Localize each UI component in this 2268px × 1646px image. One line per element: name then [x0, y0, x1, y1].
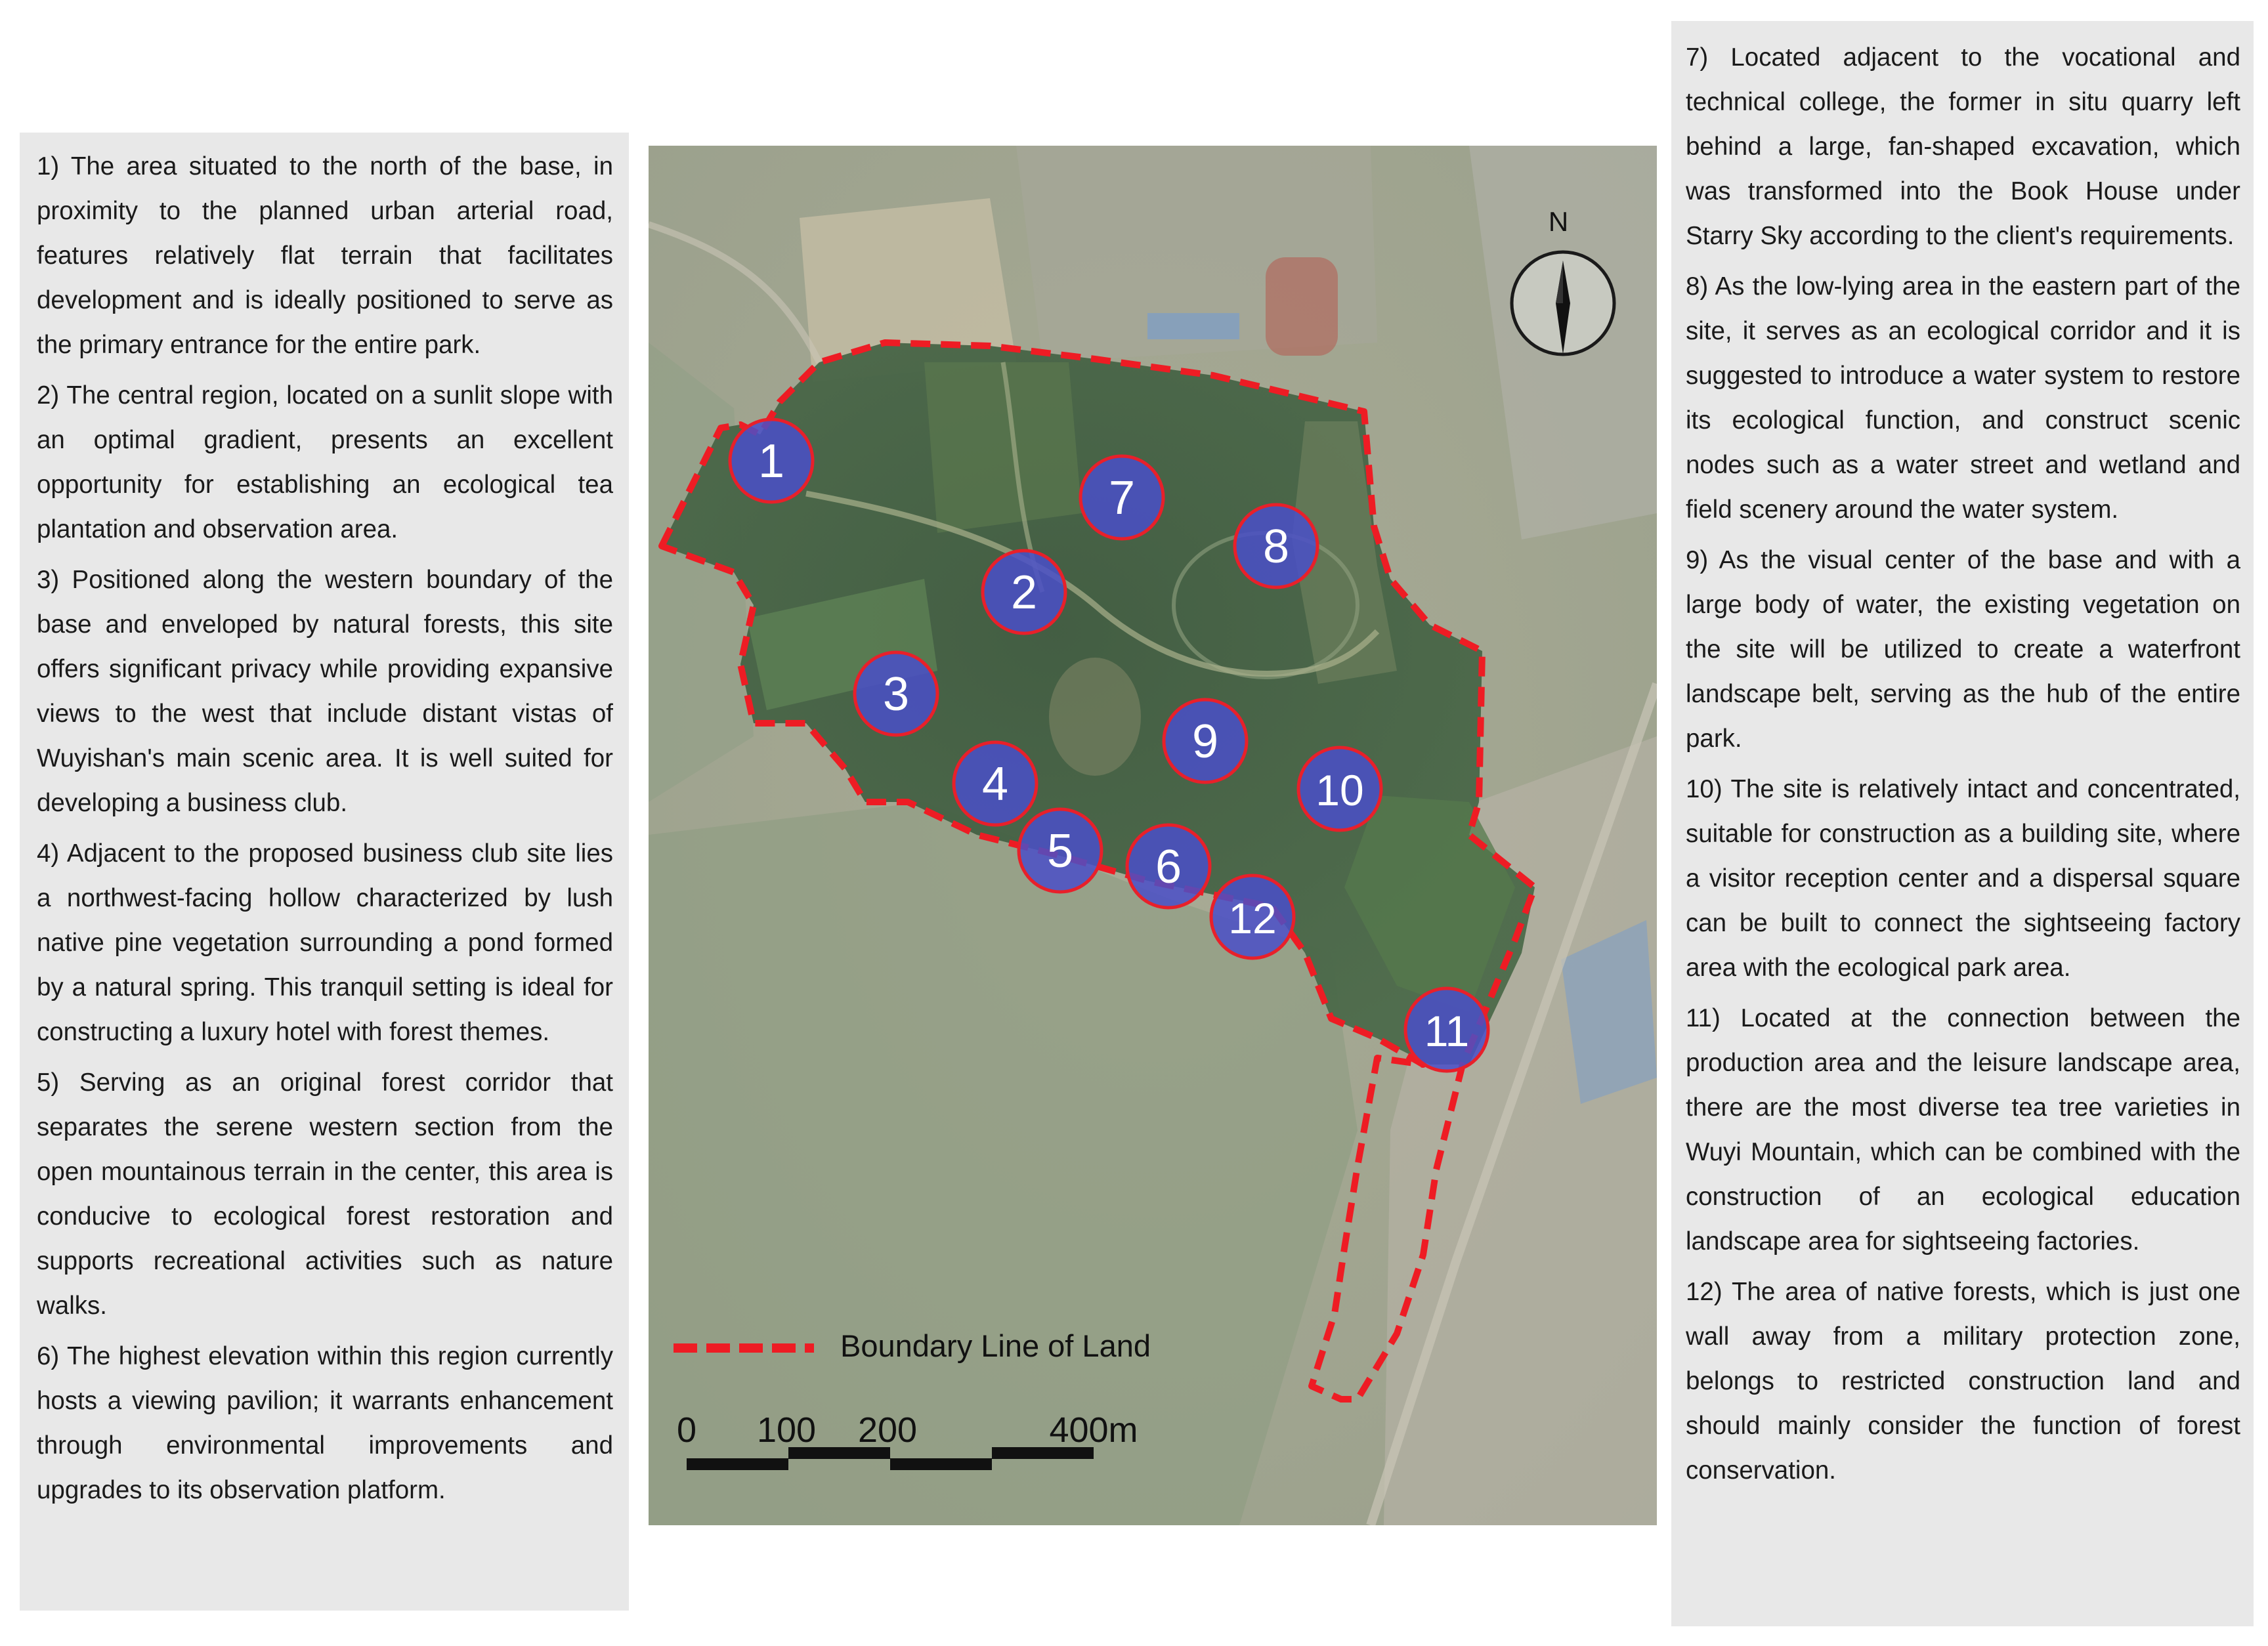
site-marker-label: 11	[1424, 1007, 1470, 1055]
site-marker-11[interactable]	[1405, 988, 1488, 1071]
note-4: 4) Adjacent to the proposed business club site lies a northwest-facing hollow characterized by lush native pine vegetation surrounding a pond formed by a natural spring. This tranquil setting is ideal for constructing a luxury hotel with forest themes.	[37, 839, 613, 1046]
site-marker-10[interactable]	[1298, 748, 1381, 830]
site-marker-2[interactable]	[983, 551, 1065, 633]
left-notes-panel	[20, 133, 629, 1611]
north-label: N	[1548, 206, 1569, 237]
clearing-center	[1049, 658, 1141, 776]
note-2: 2) The central region, located on a sunlit slope with an optimal gradient, presents an excellent opportunity for establishing an ecological tea plantation and observation area.	[37, 381, 613, 543]
right-notes-panel	[1671, 21, 2254, 1626]
site-marker-5[interactable]	[1019, 809, 1102, 892]
track-field	[1266, 257, 1338, 356]
site-marker-1[interactable]	[730, 419, 813, 502]
note-3: 3) Positioned along the western boundary of the base and enveloped by natural forests, this site offers significant privacy while providing expansive views to the west that include distant vistas of Wuyishan's main scenic area. It is well suited for developing a business club.	[37, 566, 613, 817]
site-marker-6[interactable]	[1127, 825, 1210, 908]
scale-label-400m: 400m	[1049, 1410, 1138, 1450]
note-1: 1) The area situated to the north of the base, in proximity to the planned urban arterial road, features relatively flat terrain that facilitates development and is ideally positioned to serve as the primary entrance for the entire park.	[37, 152, 613, 359]
tea-plantation-north	[924, 362, 1082, 533]
site-marker-4[interactable]	[954, 742, 1037, 825]
site-marker-label: 5	[1046, 825, 1074, 877]
north-arrow-icon	[1512, 252, 1614, 354]
note-7: 7) Located adjacent to the vocational and technical college, the former in situ quarry left behind a large, fan-shaped excavation, which was transformed into the Book House under Starry Sky according to the client's requirements.	[1686, 43, 2240, 250]
site-marker-label: 8	[1262, 520, 1290, 573]
site-marker-9[interactable]	[1164, 700, 1247, 782]
note-12: 12) The area of native forests, which is just one wall away from a military protection zone, belongs to restricted construction land and should mainly consider the function of forest conservation.	[1686, 1278, 2240, 1485]
note-8: 8) As the low-lying area in the eastern part of the site, it serves as an ecological corridor and it is suggested to introduce a water system to restore its ecological function, and construct scenic nodes such as a water street and wetland and field scenery around the water system.	[1686, 272, 2240, 524]
site-marker-label: 7	[1108, 472, 1136, 524]
site-marker-label: 2	[1010, 566, 1038, 619]
site-marker-12[interactable]	[1211, 876, 1294, 958]
note-9: 9) As the visual center of the base and with a large body of water, the existing vegetation on the site will be utilized to create a waterfront landscape belt, serving as the hub of the entire park.	[1686, 546, 2240, 753]
blue-roof-building	[1147, 313, 1239, 339]
scale-label-0: 0	[676, 1410, 697, 1450]
site-marker-label: 12	[1228, 894, 1277, 942]
site-marker-label: 9	[1191, 715, 1219, 768]
aerial-site-map[interactable]	[649, 146, 1657, 1525]
note-5: 5) Serving as an original forest corridor that separates the serene western section from the open mountainous terrain in the center, this area is conducive to ecological forest restoration and supports recreational activities such as nature walks.	[37, 1068, 613, 1320]
note-11: 11) Located at the connection between the production area and the leisure landscape area, there are the most diverse tea tree varieties in Wuyi Mountain, which can be combined with the construction of an ecological education landscape area for sightseeing factories.	[1686, 1004, 2240, 1256]
note-10: 10) The site is relatively intact and concentrated, suitable for construction as a building site, where a visitor reception center and a dispersal square can be built to connect the sightseeing factory area with the ecological park area.	[1686, 775, 2240, 982]
note-6: 6) The highest elevation within this region currently hosts a viewing pavilion; it warrants enhancement through environmental improvements and upgrades to its observation platform.	[37, 1342, 613, 1504]
site-marker-label: 6	[1155, 841, 1182, 893]
scale-label-100: 100	[756, 1410, 817, 1450]
site-marker-8[interactable]	[1235, 505, 1317, 587]
site-marker-7[interactable]	[1081, 456, 1163, 539]
site-marker-3[interactable]	[855, 652, 937, 735]
site-marker-label: 10	[1316, 766, 1364, 814]
site-marker-label: 4	[981, 758, 1009, 811]
site-marker-label: 1	[758, 435, 785, 488]
legend-label: Boundary Line of Land	[840, 1328, 1151, 1363]
scale-label-200: 200	[857, 1410, 918, 1450]
site-marker-label: 3	[882, 668, 910, 721]
